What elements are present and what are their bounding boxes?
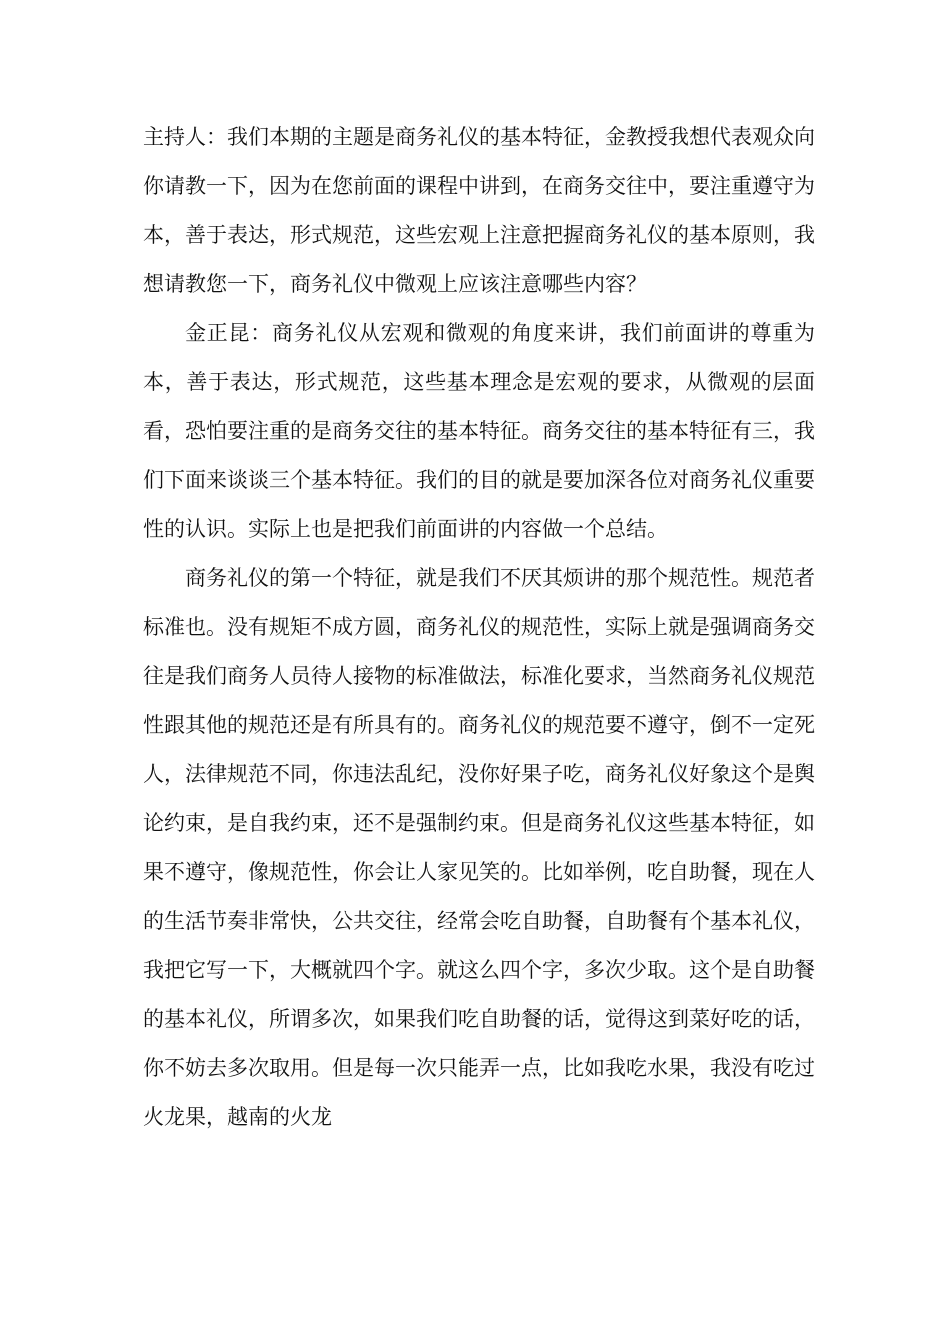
paragraph-host-question: 主持人：我们本期的主题是商务礼仪的基本特征，金教授我想代表观众向你请教一下，因为在您前面的课程中讲到，在商务交往中，要注重遵守为本，善于表达，形式规范，这些宏观上注意把握商务礼仪的基本原则，我想请教您一下，商务礼仪中微观上应该注意哪些内容？ <box>143 125 815 296</box>
document-body <box>143 113 815 1142</box>
paragraph-first-feature: 商务礼仪的第一个特征，就是我们不厌其烦讲的那个规范性。规范者标准也。没有规矩不成方圆，商务礼仪的规范性，实际上就是强调商务交往是我们商务人员待人接物的标准做法，标准化要求，当然商务礼仪规范性跟其他的规范还是有所具有的。商务礼仪的规范要不遵守，倒不一定死人，法律规范不同，你违法乱纪，没你好果子吃，商务礼仪好象这个是舆论约束，是自我约束，还不是强制约束。但是商务礼仪这些基本特征，如果不遵守，像规范性，你会让人家见笑的。比如举例，吃自助餐，现在人的生活节奏非常快，公共交往，经常会吃自助餐，自助餐有个基本礼仪，我把它写一下，大概就四个字。就这么四个字，多次少取。这个是自助餐的基本礼仪，所谓多次，如果我们吃自助餐的话，觉得这到菜好吃的话，你不妨去多次取用。但是每一次只能弄一点，比如我吃水果，我没有吃过火龙果，越南的火龙 <box>143 566 815 1129</box>
paragraph-jin-answer: 金正昆：商务礼仪从宏观和微观的角度来讲，我们前面讲的尊重为本，善于表达，形式规范，这些基本理念是宏观的要求，从微观的层面看，恐怕要注重的是商务交往的基本特征。商务交往的基本特征有三，我们下面来谈谈三个基本特征。我们的目的就是要加深各位对商务礼仪重要性的认识。实际上也是把我们前面讲的内容做一个总结。 <box>143 321 815 541</box>
